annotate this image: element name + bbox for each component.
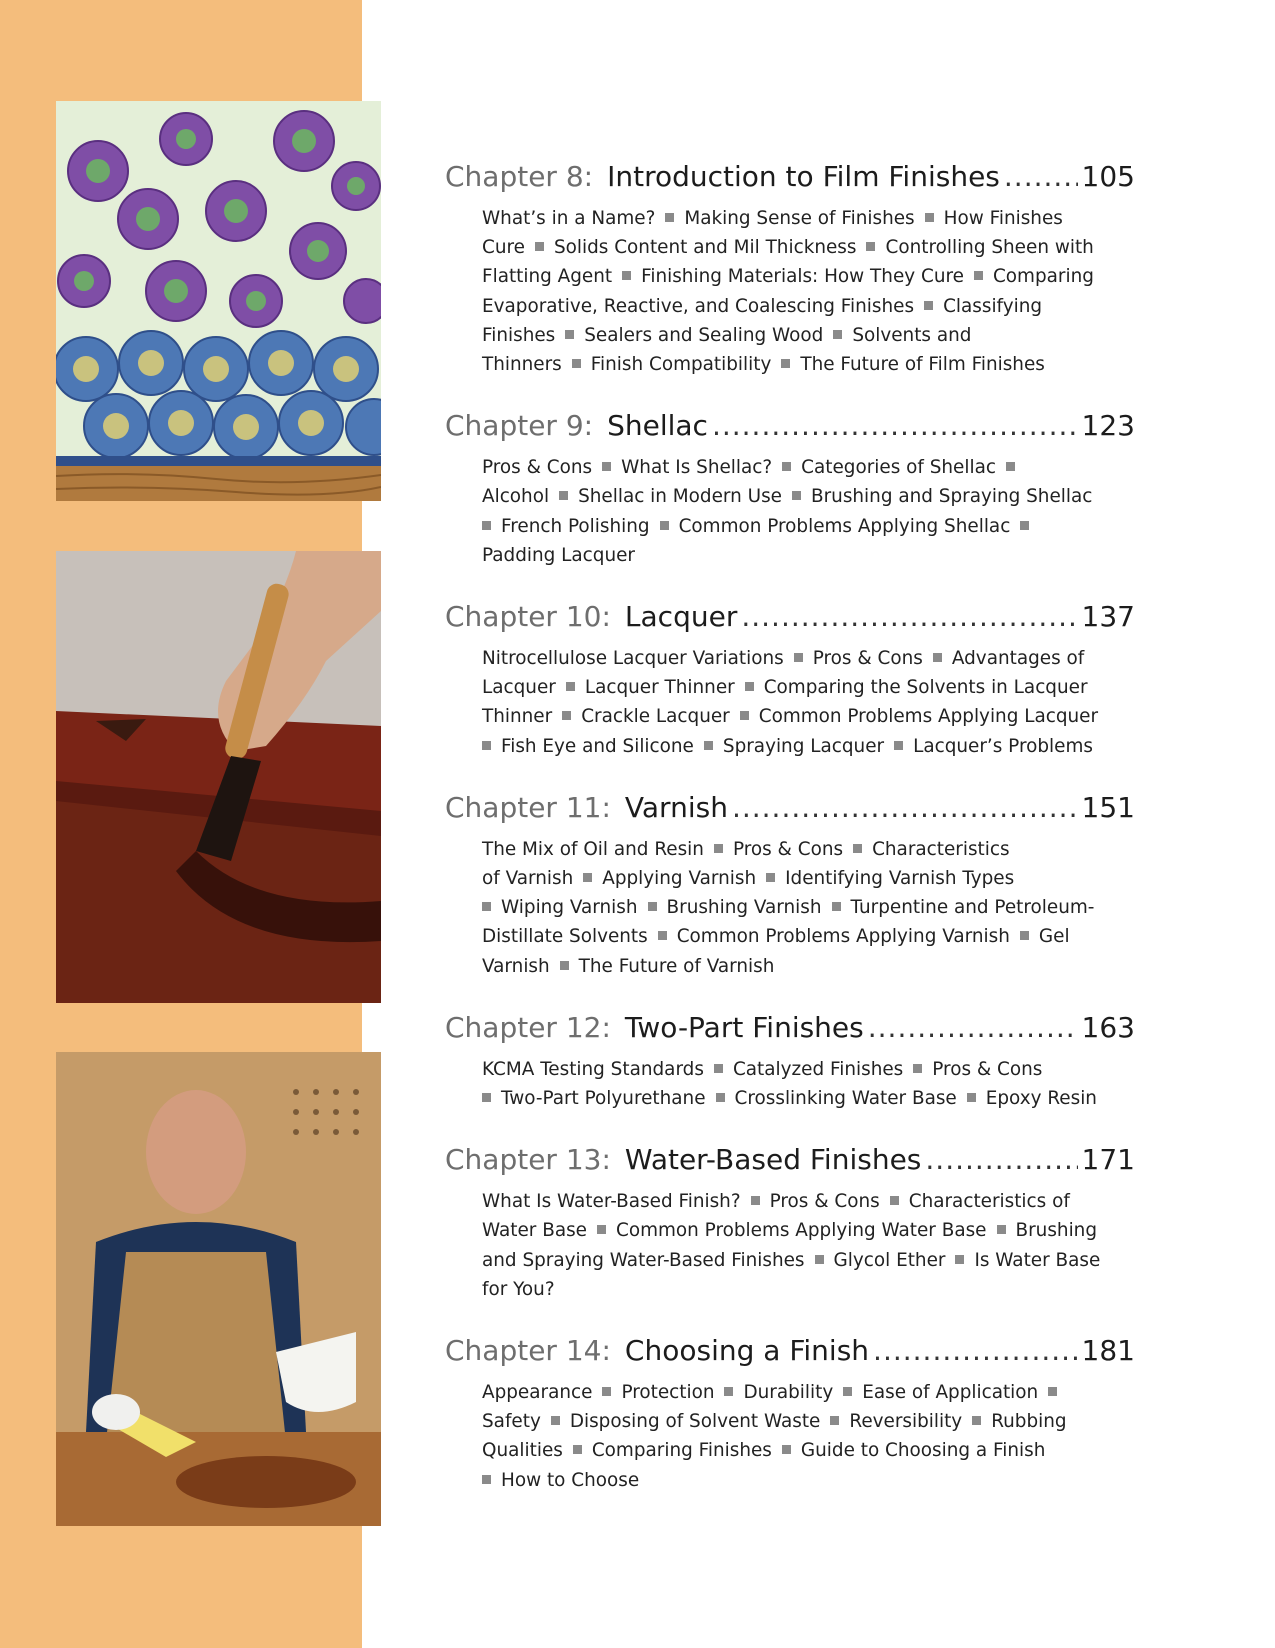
square-bullet-icon xyxy=(745,682,754,691)
square-bullet-icon xyxy=(1020,521,1029,530)
topic-item: The Future of Film Finishes xyxy=(800,354,1045,376)
topic-item: Protection xyxy=(621,1382,715,1404)
topic-item: Sealers and Sealing Wood xyxy=(584,324,824,346)
topic-item: Pros & Cons xyxy=(932,1058,1043,1080)
toc-chapter xyxy=(445,1003,1135,1113)
topic-line xyxy=(482,673,1135,702)
topic-item: Epoxy Resin xyxy=(985,1088,1097,1110)
chapter-topics xyxy=(482,1187,1135,1304)
square-bullet-icon xyxy=(1048,1387,1057,1396)
toc-chapter xyxy=(445,152,1135,379)
dot-leader xyxy=(925,1135,1077,1185)
square-bullet-icon xyxy=(482,1475,491,1484)
topic-item: Common Problems Applying Varnish xyxy=(676,926,1010,948)
chapter-title: Shellac xyxy=(607,409,708,443)
square-bullet-icon xyxy=(832,902,841,911)
square-bullet-icon xyxy=(658,931,667,940)
topic-item: Common Problems Applying Shellac xyxy=(678,515,1011,537)
square-bullet-icon xyxy=(782,1445,791,1454)
chapter-page-number: 171 xyxy=(1081,1143,1135,1177)
topic-item: Catalyzed Finishes xyxy=(732,1058,904,1080)
square-bullet-icon xyxy=(974,271,983,280)
chapter-topics xyxy=(482,835,1135,981)
topic-line xyxy=(482,1275,1135,1304)
square-bullet-icon xyxy=(967,1093,976,1102)
topic-item: Comparing Finishes xyxy=(591,1440,772,1462)
topic-item: The Future of Varnish xyxy=(578,955,775,977)
topic-item: Characteristics of xyxy=(908,1191,1070,1213)
topic-item: KCMA Testing Standards xyxy=(482,1058,704,1080)
square-bullet-icon xyxy=(559,491,568,500)
topic-item: How Finishes xyxy=(943,208,1063,229)
topic-line xyxy=(482,1466,1135,1495)
topic-item: Gel xyxy=(1038,926,1070,948)
topic-item: Fish Eye and Silicone xyxy=(501,735,694,757)
square-bullet-icon xyxy=(894,741,903,750)
topic-item: Distillate Solvents xyxy=(482,926,648,948)
topic-item: Nitrocellulose Lacquer Variations xyxy=(482,648,784,670)
topic-item: Brushing xyxy=(1015,1220,1098,1242)
square-bullet-icon xyxy=(781,359,790,368)
topic-line xyxy=(482,233,1135,262)
square-bullet-icon xyxy=(866,242,875,251)
brushing-varnish-photo xyxy=(56,551,381,1003)
topic-item: Crosslinking Water Base xyxy=(734,1088,957,1110)
table-of-contents xyxy=(445,152,1135,1517)
chapter-title: Two-Part Finishes xyxy=(624,1010,864,1044)
topic-item: Reversibility xyxy=(849,1411,963,1433)
topic-item: What Is Shellac? xyxy=(621,457,773,479)
chapter-page-number: 181 xyxy=(1081,1334,1135,1368)
topic-item: Crackle Lacquer xyxy=(581,706,730,728)
topic-line xyxy=(482,864,1135,893)
topic-line xyxy=(482,1407,1135,1436)
topic-line xyxy=(482,1084,1135,1113)
square-bullet-icon xyxy=(597,1225,606,1234)
square-bullet-icon xyxy=(714,1064,723,1073)
chapter-heading[interactable] xyxy=(445,1135,1135,1185)
chapter-title: Introduction to Film Finishes xyxy=(607,160,1000,193)
topic-item: for You? xyxy=(482,1278,555,1300)
square-bullet-icon xyxy=(1020,931,1029,940)
square-bullet-icon xyxy=(660,521,669,530)
topic-line xyxy=(482,453,1135,482)
chapter-title: Lacquer xyxy=(624,600,738,634)
topic-item: Thinners xyxy=(482,354,562,376)
topic-line xyxy=(482,835,1135,864)
chapter-title: Choosing a Finish xyxy=(624,1334,870,1368)
topic-item: Is Water Base xyxy=(974,1249,1101,1271)
square-bullet-icon xyxy=(924,301,933,310)
topic-item: Controlling Sheen with xyxy=(885,237,1094,259)
topic-line xyxy=(482,482,1135,511)
topic-line xyxy=(482,350,1135,379)
square-bullet-icon xyxy=(925,213,934,222)
chapter-title: Varnish xyxy=(624,790,728,824)
topic-item: Characteristics xyxy=(872,838,1010,860)
topic-item: Solids Content and Mil Thickness xyxy=(553,237,857,259)
pouring-finish-photo xyxy=(56,1052,381,1526)
topic-line xyxy=(482,922,1135,951)
square-bullet-icon xyxy=(704,741,713,750)
square-bullet-icon xyxy=(565,330,574,339)
dot-leader xyxy=(1004,152,1078,202)
topic-item: Categories of Shellac xyxy=(801,457,996,479)
chapter-topics xyxy=(482,1055,1135,1113)
topic-item: Spraying Lacquer xyxy=(722,735,885,757)
square-bullet-icon xyxy=(815,1255,824,1264)
topic-line xyxy=(482,541,1135,570)
chapter-number: Chapter 9: xyxy=(445,409,594,443)
square-bullet-icon xyxy=(583,873,592,882)
topic-line xyxy=(482,1436,1135,1465)
square-bullet-icon xyxy=(602,1387,611,1396)
topic-item: Cure xyxy=(482,237,525,259)
chapter-topics xyxy=(482,453,1135,570)
topic-item: Finish Compatibility xyxy=(590,354,772,376)
toc-chapter xyxy=(445,592,1135,761)
topic-line xyxy=(482,893,1135,922)
topic-item: Wiping Varnish xyxy=(501,897,638,919)
chapter-heading[interactable] xyxy=(445,401,1135,451)
chapter-page-number: 123 xyxy=(1081,409,1135,443)
chapter-page-number: 105 xyxy=(1081,160,1135,193)
topic-item: Common Problems Applying Water Base xyxy=(616,1220,987,1242)
square-bullet-icon xyxy=(482,741,491,750)
topic-line xyxy=(482,732,1135,761)
square-bullet-icon xyxy=(602,462,611,471)
square-bullet-icon xyxy=(665,213,674,222)
dot-leader xyxy=(732,783,1078,833)
topic-item: Lacquer Thinner xyxy=(584,677,735,699)
toc-chapter xyxy=(445,783,1135,981)
topic-item: Disposing of Solvent Waste xyxy=(569,1411,821,1433)
topic-item: What’s in a Name? xyxy=(482,208,656,229)
square-bullet-icon xyxy=(782,462,791,471)
topic-item: of Varnish xyxy=(482,868,574,890)
chapter-heading[interactable] xyxy=(445,152,1135,202)
topic-item: Alcohol xyxy=(482,486,550,508)
square-bullet-icon xyxy=(933,653,942,662)
square-bullet-icon xyxy=(913,1064,922,1073)
topic-item: Lacquer’s Problems xyxy=(913,735,1093,757)
topic-item: Classifying xyxy=(943,295,1043,317)
square-bullet-icon xyxy=(482,1093,491,1102)
dot-leader xyxy=(712,401,1078,451)
square-bullet-icon xyxy=(955,1255,964,1264)
square-bullet-icon xyxy=(714,844,723,853)
topic-line xyxy=(482,1187,1135,1216)
topic-item: Applying Varnish xyxy=(602,868,757,890)
topic-item: Common Problems Applying Lacquer xyxy=(758,706,1099,728)
square-bullet-icon xyxy=(766,873,775,882)
chapter-heading[interactable] xyxy=(445,1003,1135,1053)
topic-item: Evaporative, Reactive, and Coalescing Finishes xyxy=(482,295,915,317)
topic-item: Brushing Varnish xyxy=(666,897,822,919)
chapter-number: Chapter 14: xyxy=(445,1334,611,1368)
topic-item: Water Base xyxy=(482,1220,587,1242)
topic-line xyxy=(482,262,1135,291)
chapter-title: Water-Based Finishes xyxy=(624,1143,922,1177)
square-bullet-icon xyxy=(853,844,862,853)
dot-leader xyxy=(741,592,1077,642)
topic-item: Safety xyxy=(482,1411,541,1433)
chapter-number: Chapter 11: xyxy=(445,790,611,824)
chapter-page-number: 151 xyxy=(1081,790,1135,824)
topic-item: Varnish xyxy=(482,955,550,977)
square-bullet-icon xyxy=(890,1196,899,1205)
topic-item: The Mix of Oil and Resin xyxy=(482,838,704,860)
square-bullet-icon xyxy=(792,491,801,500)
chapter-number: Chapter 10: xyxy=(445,600,611,634)
chapter-topics xyxy=(482,1378,1135,1495)
chapter-number: Chapter 12: xyxy=(445,1010,611,1044)
square-bullet-icon xyxy=(562,711,571,720)
topic-item: Rubbing xyxy=(991,1411,1067,1433)
square-bullet-icon xyxy=(997,1225,1006,1234)
topic-item: Pros & Cons xyxy=(732,838,844,860)
chapter-number: Chapter 8: xyxy=(445,160,594,193)
chapter-topics xyxy=(482,644,1135,761)
toc-chapter xyxy=(445,401,1135,570)
topic-item: Flatting Agent xyxy=(482,266,613,288)
finish-particles-illustration xyxy=(56,101,381,501)
square-bullet-icon xyxy=(830,1416,839,1425)
topic-line xyxy=(482,702,1135,731)
dot-leader xyxy=(873,1326,1078,1376)
chapter-heading[interactable] xyxy=(445,783,1135,833)
topic-item: Finishing Materials: How They Cure xyxy=(641,266,964,288)
square-bullet-icon xyxy=(1006,462,1015,471)
chapter-page-number: 163 xyxy=(1081,1010,1135,1044)
square-bullet-icon xyxy=(566,682,575,691)
square-bullet-icon xyxy=(622,271,631,280)
square-bullet-icon xyxy=(573,1445,582,1454)
topic-item: Shellac in Modern Use xyxy=(578,486,782,508)
topic-item: Glycol Ether xyxy=(833,1249,946,1271)
topic-item: Pros & Cons xyxy=(812,648,923,670)
dot-leader xyxy=(868,1003,1078,1053)
chapter-number: Chapter 13: xyxy=(445,1143,611,1177)
topic-line xyxy=(482,204,1135,233)
topic-line xyxy=(482,952,1135,981)
topic-item: Lacquer xyxy=(482,677,556,699)
chapter-topics xyxy=(482,204,1135,379)
topic-item: Identifying Varnish Types xyxy=(785,868,1015,890)
topic-item: French Polishing xyxy=(501,515,650,537)
topic-line xyxy=(482,1378,1135,1407)
square-bullet-icon xyxy=(560,961,569,970)
topic-item: How to Choose xyxy=(501,1469,640,1491)
square-bullet-icon xyxy=(740,711,749,720)
topic-item: Advantages of xyxy=(951,648,1085,670)
square-bullet-icon xyxy=(482,521,491,530)
topic-item: Durability xyxy=(743,1382,834,1404)
topic-item: Comparing the Solvents in Lacquer xyxy=(763,677,1088,699)
chapter-page-number: 137 xyxy=(1081,600,1135,634)
square-bullet-icon xyxy=(482,902,491,911)
topic-item: Solvents and xyxy=(852,324,972,346)
chapter-heading[interactable] xyxy=(445,592,1135,642)
square-bullet-icon xyxy=(648,902,657,911)
topic-item: Appearance xyxy=(482,1382,593,1404)
topic-item: Comparing xyxy=(992,266,1094,288)
square-bullet-icon xyxy=(724,1387,733,1396)
topic-item: Pros & Cons xyxy=(769,1191,880,1213)
square-bullet-icon xyxy=(535,242,544,251)
topic-item: Guide to Choosing a Finish xyxy=(800,1440,1046,1462)
square-bullet-icon xyxy=(794,653,803,662)
topic-line xyxy=(482,1216,1135,1245)
topic-line xyxy=(482,1055,1135,1084)
topic-item: Qualities xyxy=(482,1440,563,1462)
topic-item: Two-Part Polyurethane xyxy=(501,1088,706,1110)
square-bullet-icon xyxy=(972,1416,981,1425)
topic-item: Ease of Application xyxy=(862,1382,1039,1404)
chapter-heading[interactable] xyxy=(445,1326,1135,1376)
square-bullet-icon xyxy=(572,359,581,368)
topic-item: Brushing and Spraying Shellac xyxy=(810,486,1093,508)
square-bullet-icon xyxy=(751,1196,760,1205)
topic-item: Pros & Cons xyxy=(482,457,593,479)
topic-line xyxy=(482,1246,1135,1275)
topic-item: Making Sense of Finishes xyxy=(684,208,915,229)
square-bullet-icon xyxy=(843,1387,852,1396)
topic-item: Padding Lacquer xyxy=(482,544,635,566)
topic-line xyxy=(482,321,1135,350)
topic-item: Finishes xyxy=(482,324,556,346)
square-bullet-icon xyxy=(551,1416,560,1425)
toc-chapter xyxy=(445,1135,1135,1304)
topic-line xyxy=(482,644,1135,673)
topic-line xyxy=(482,512,1135,541)
toc-chapter xyxy=(445,1326,1135,1495)
square-bullet-icon xyxy=(716,1093,725,1102)
square-bullet-icon xyxy=(833,330,842,339)
topic-item: What Is Water-Based Finish? xyxy=(482,1191,741,1213)
topic-item: and Spraying Water-Based Finishes xyxy=(482,1249,805,1271)
topic-line xyxy=(482,292,1135,321)
topic-item: Turpentine and Petroleum- xyxy=(850,897,1095,919)
topic-item: Thinner xyxy=(482,706,553,728)
